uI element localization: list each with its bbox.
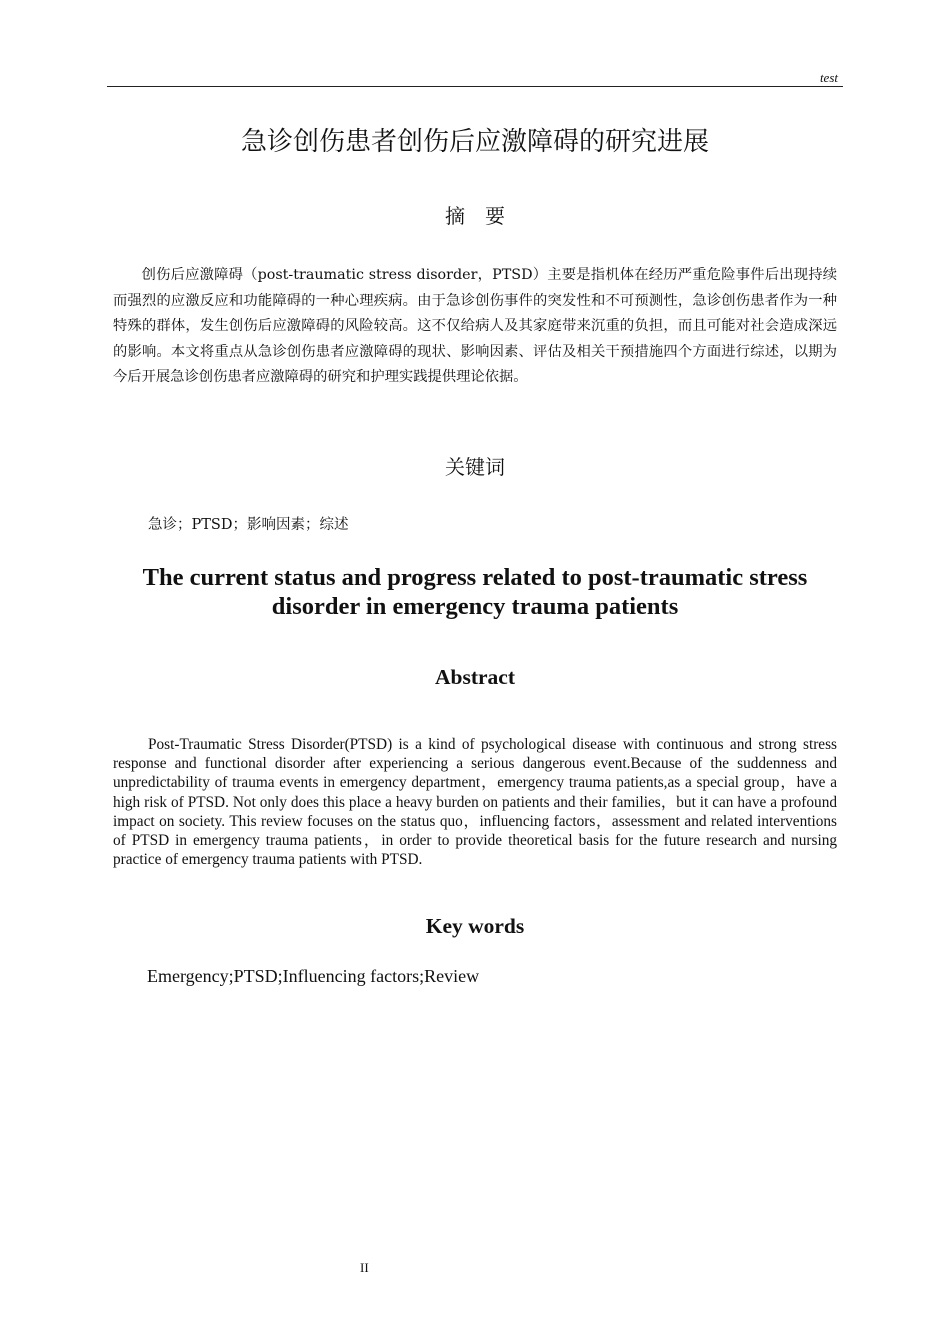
chinese-abstract-heading: 摘 要 <box>445 204 505 228</box>
english-keywords-text: Emergency;PTSD;Influencing factors;Review <box>147 966 480 986</box>
header-rule <box>107 86 843 87</box>
chinese-abstract-text: 创伤后应激障碍（post-traumatic stress disorder，PTSD）主要是指机体在经历严重危险事件后出现持续而强烈的应激反应和功能障碍的一种心理疾病。由于急诊创伤事件的突发性和不可预测性，急诊创伤患者作为一种特殊的群体，发生创伤后应激障碍的风险较高。这不仅给病人及其家庭带来沉重的负担，而且可能对社会造成深远的影响。本文将重点从急诊创伤患者应激障碍的现状、影响因素、评估及相关干预措施四个方面进行综述，以期为今后开展急诊创伤患者应激障碍的研究和护理实践提供理论依据。 <box>113 267 837 386</box>
chinese-keywords-heading: 关键词 <box>445 455 505 479</box>
chinese-keywords-text: 急诊；PTSD；影响因素；综述 <box>148 517 349 533</box>
page-number: II <box>360 1260 369 1275</box>
running-header: test <box>819 70 838 85</box>
english-abstract-heading: Abstract <box>434 665 515 689</box>
english-title: The current status and progress related to post-traumatic stress disorder in emergency trauma patients <box>142 564 808 620</box>
chinese-title: 急诊创伤患者创伤后应激障碍的研究进展 <box>240 127 709 157</box>
english-keywords-heading: Key words <box>425 914 525 938</box>
english-abstract-text: Post-Traumatic Stress Disorder(PTSD) is a kind of psychological disease with continuous and strong stress response and functional disorder after experiencing a serious dangerous event.Because of the suddenness and unpredictability of trauma events in emergency department，emergency trauma patients,as a special group，have a high risk of PTSD. Not only does this place a heavy burden on patients and their families，but it can have a profound impact on society. This review focuses on the status quo，influencing factors，assessment and related interventions of PTSD in emergency trauma patients，in order to provide theoretical basis for the future research and nursing practice of emergency trauma patients with PTSD. <box>113 736 837 869</box>
